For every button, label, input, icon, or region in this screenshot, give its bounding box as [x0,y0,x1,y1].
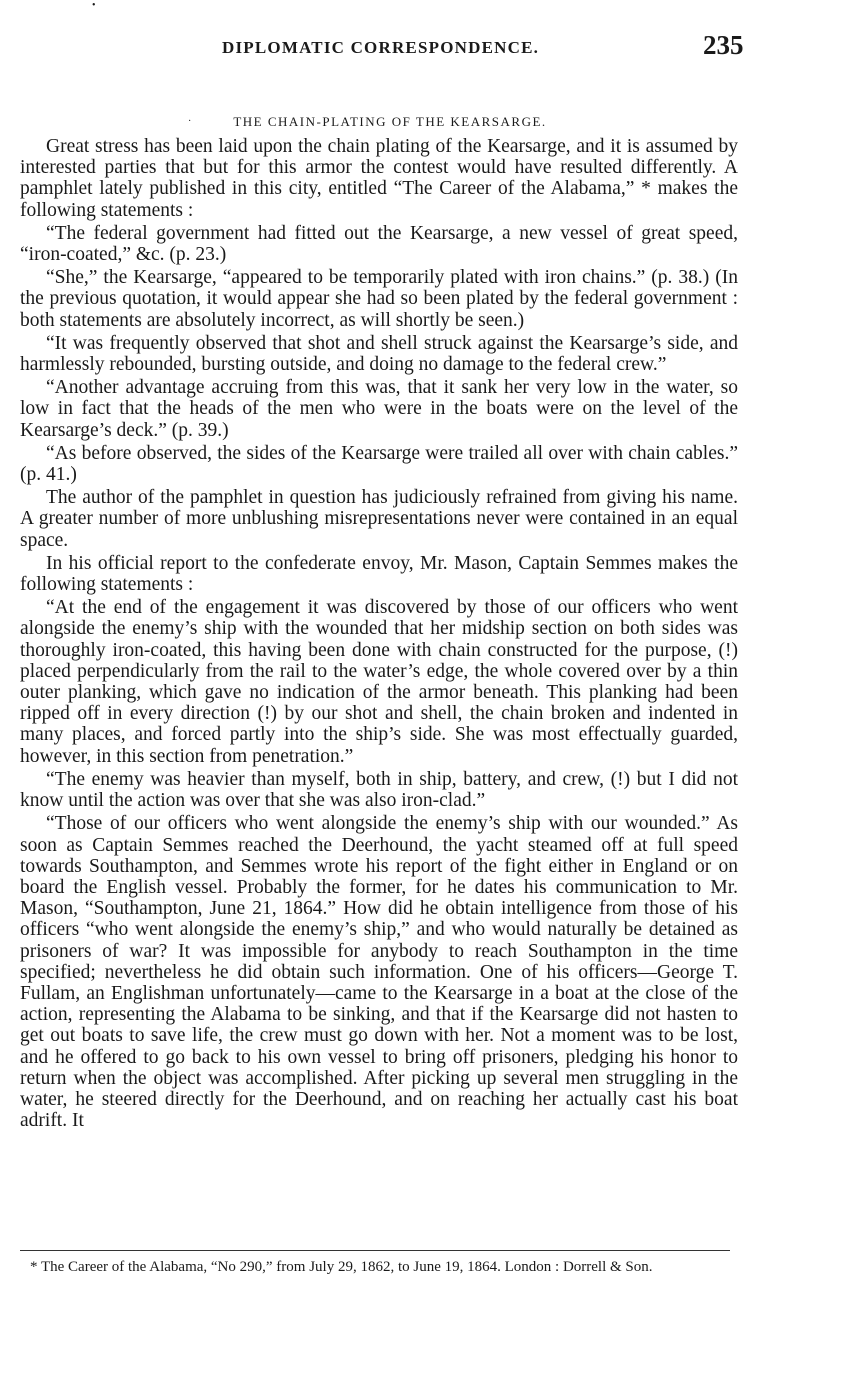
section-title: THE CHAIN-PLATING OF THE KEARSARGE. [233,114,547,129]
paragraph: “Those of our officers who went alongside the enemy’s ship with our wounded.” As soon as Captain Semmes reached the Deerhound, the yacht steamed off at full speed towards Southampton, and Semmes wrote his report of the fight either in England or on board the English vessel. Probably the former, for he dates his communication to Mr. Mason, “Southampton, June 21, 1864.” How did he obtain intelligence from those of his officers “who went alongside the enemy’s ship,” and who would naturally be detained as prisoners of war? It was impossible for anybody to reach Southampton in the time specified; nevertheless he did obtain such information. One of his officers—George T. Fullam, an Englishman unfortunately—came to the Kearsarge in a boat at the close of the action, representing the Alabama to be sinking, and that if the Kearsarge did not hasten to get out boats to save life, the crew must go down with her. Not a moment was to be lost, and he offered to go back to his own vessel to bring off prisoners, pledging his honor to return when the object was accomplished. After picking up several men struggling in the water, he steered directly for the Deerhound, and on reaching her actually cast his boat adrift. It [20,813,738,1132]
footnote: * The Career of the Alabama, “No 290,” from July 29, 1862, to June 19, 1864. London : Dorrell & Son. [30,1259,653,1275]
running-head: DIPLOMATIC CORRESPONDENCE. [222,38,540,57]
quotation: “It was frequently observed that shot and shell struck against the Kearsarge’s side, and harmlessly rebounded, bursting outside, and doing no damage to the federal crew.” [20,332,738,376]
page-header [0,30,849,70]
paragraph: Great stress has been laid upon the chain plating of the Kearsarge, and it is assumed by interested parties that but for this armor the contest would have resulted differently. A pamphlet lately published in this city, entitled “The Career of the Alabama,” * makes the following statements : [20,136,738,221]
margin-dot: • [92,0,96,11]
quotation: “Another advantage accruing from this was, that it sank her very low in the water, so low in fact that the heads of the men who were in the boats were on the level of the Kearsarge’s deck.” (p. 39.) [20,377,738,441]
title-dot: · [188,116,192,127]
quotation: “The enemy was heavier than myself, both in ship, battery, and crew, (!) but I did not know until the action was over that she was also iron-clad.” [20,768,738,812]
paragraph: In his official report to the confederate envoy, Mr. Mason, Captain Semmes makes the following statements : [20,552,738,596]
paragraph: The author of the pamphlet in question has judiciously refrained from giving his name. A greater number of more unblushing misrepresentations never were contained in an equal space. [20,487,738,551]
quotation: “She,” the Kearsarge, “appeared to be temporarily plated with iron chains.” (p. 38.) (In the previous quotation, it would appear she had so been plated by the federal government : both statements are absolutely incorrect, as will shortly be seen.) [20,267,738,331]
quotation: “At the end of the engagement it was discovered by those of our officers who went alongside the enemy’s ship with the wounded that her midship section on both sides was thoroughly iron-coated, this having been done with chain constructed for the purpose, (!) placed perpendicularly from the rail to the water’s edge, the whole covered over by a thin outer planking, which gave no indication of the armor beneath. This planking had been ripped off in every direction (!) by our shot and shell, the chain broken and indented in many places, and forced partly into the ship’s side. She was most effectually guarded, however, in this section from penetration.” [20,597,738,767]
quotation: “As before observed, the sides of the Kearsarge were trailed all over with chain cables.” (p. 41.) [20,442,738,486]
page-number: 235 [703,30,744,60]
body-text [20,136,738,1131]
quotation: “The federal government had fitted out the Kearsarge, a new vessel of great speed, “iron-coated,” &c. (p. 23.) [20,222,738,266]
footnote-divider [20,1250,730,1251]
